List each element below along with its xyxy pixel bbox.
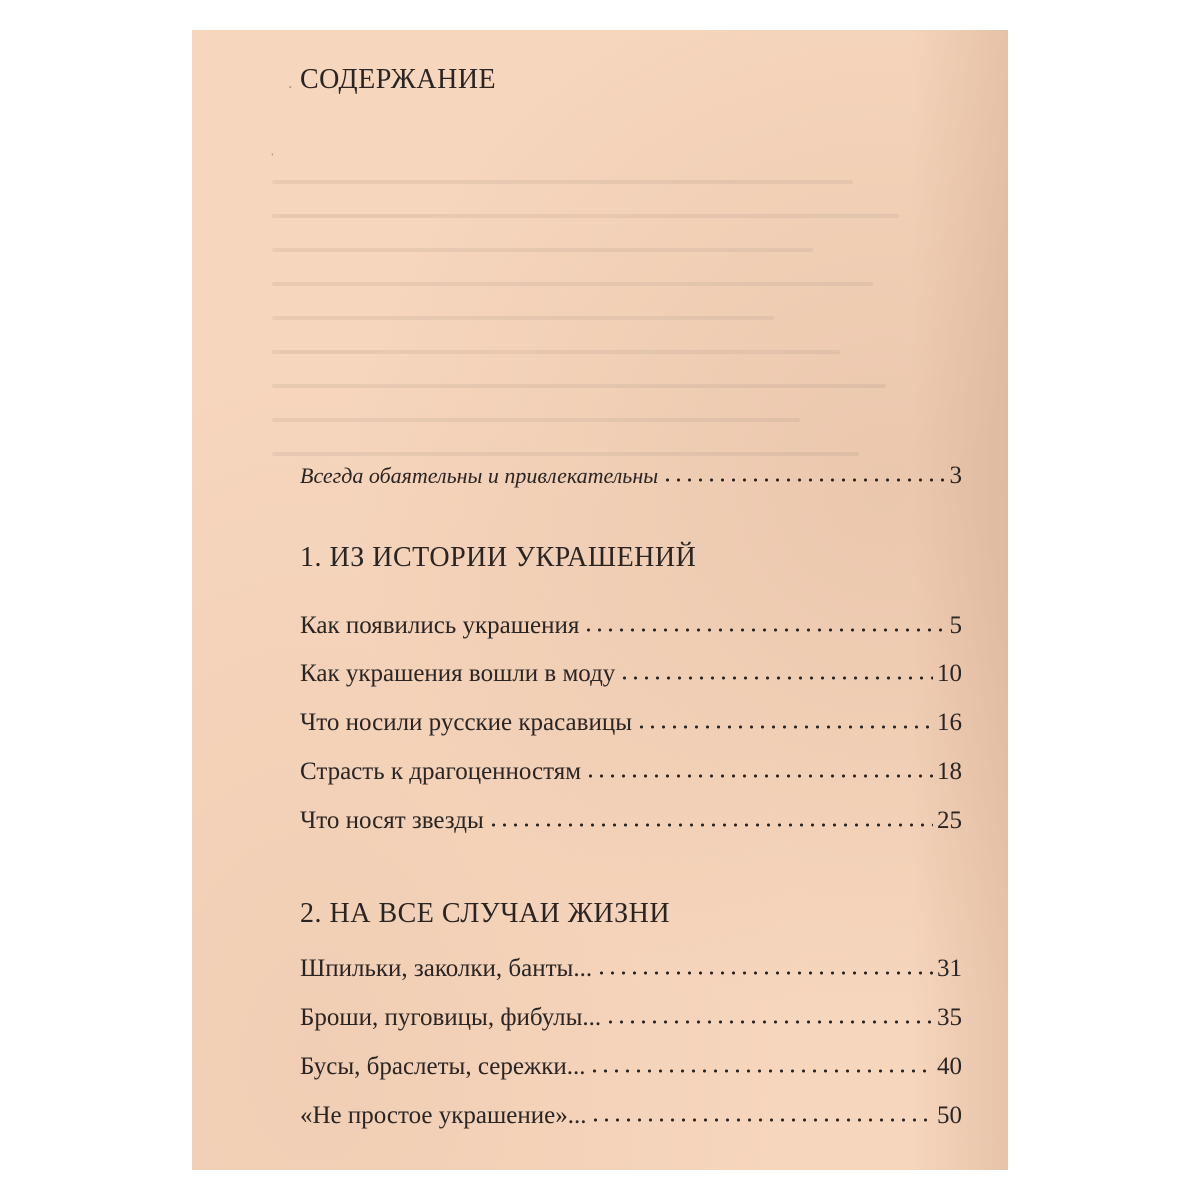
toc-entry-intro[interactable] xyxy=(300,462,962,490)
toc-entry-page: 5 xyxy=(949,612,962,639)
section-heading: 2. НА ВСЕ СЛУЧАИ ЖИЗНИ xyxy=(300,898,671,929)
toc-entry[interactable] xyxy=(300,1053,962,1081)
dot-leader xyxy=(662,477,945,483)
toc-entry-page: 31 xyxy=(937,955,962,982)
toc-entry-label: Бусы, браслеты, сережки... xyxy=(300,1053,586,1080)
show-through-text xyxy=(272,180,932,490)
toc-entry-label: «Не простое украшение»... xyxy=(300,1102,587,1129)
toc-entry-page: 25 xyxy=(937,807,962,834)
paper-speck: ˑ xyxy=(270,148,275,164)
toc-entry-page: 50 xyxy=(937,1102,962,1129)
toc-entry[interactable] xyxy=(300,709,962,737)
toc-entry-label: Броши, пуговицы, фибулы... xyxy=(300,1004,602,1031)
section-heading: 1. ИЗ ИСТОРИИ УКРАШЕНИЙ xyxy=(300,542,697,573)
dot-leader xyxy=(585,773,933,779)
toc-entry-page: 18 xyxy=(937,758,962,785)
toc-entry-page: 40 xyxy=(937,1053,962,1080)
toc-entry-page: 16 xyxy=(937,709,962,736)
toc-entry[interactable] xyxy=(300,758,962,786)
toc-entry-label: Что носят звезды xyxy=(300,807,484,834)
toc-entry-page: 3 xyxy=(949,462,962,489)
toc-entry[interactable] xyxy=(300,807,962,835)
toc-title: СОДЕРЖАНИЕ xyxy=(300,64,497,95)
toc-entry-label: Как украшения вошли в моду xyxy=(300,660,616,687)
dot-leader xyxy=(583,627,945,633)
toc-entry-label: Шпильки, заколки, банты... xyxy=(300,955,593,982)
toc-entry[interactable] xyxy=(300,955,962,983)
toc-entry-page: 35 xyxy=(937,1004,962,1031)
toc-entry-label: Всегда обаятельны и привлекательны xyxy=(300,463,659,488)
toc-entry[interactable] xyxy=(300,1004,962,1032)
toc-entry-label: Что носили русские красавицы xyxy=(300,709,633,736)
dot-leader xyxy=(605,1019,933,1025)
paper-speck: · xyxy=(288,80,293,96)
toc-entry[interactable] xyxy=(300,660,962,688)
toc-entry[interactable] xyxy=(300,612,962,640)
book-page xyxy=(192,30,1008,1170)
toc-entry[interactable] xyxy=(300,1102,962,1130)
dot-leader xyxy=(590,1117,933,1123)
toc-entry-label: Как появились украшения xyxy=(300,612,580,639)
dot-leader xyxy=(488,822,933,828)
dot-leader xyxy=(636,724,933,730)
dot-leader xyxy=(619,675,933,681)
dot-leader xyxy=(589,1068,933,1074)
toc-entry-label: Страсть к драгоценностям xyxy=(300,758,582,785)
toc-entry-page: 10 xyxy=(937,660,962,687)
dot-leader xyxy=(596,970,933,976)
